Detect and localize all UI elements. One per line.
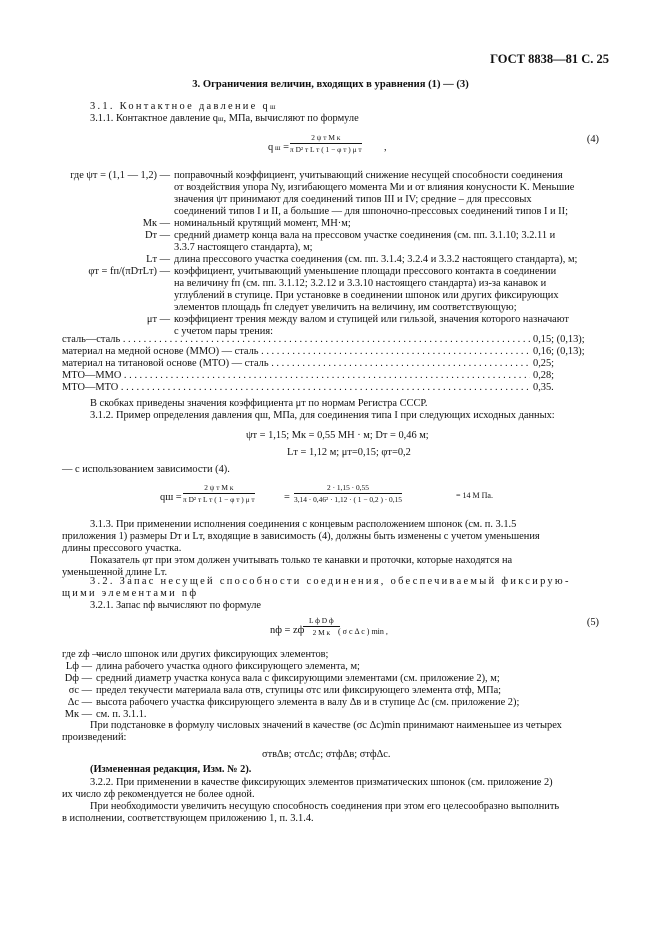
- example-result: = 14 М Па.: [456, 491, 493, 500]
- definition-text: номинальный крутящий момент, МН·м;: [174, 218, 351, 229]
- definition-label: φт = fп/(πDтLт) —: [88, 266, 170, 277]
- given-data-line-2: Lт = 1,12 м; μт=0,15; φт=0,2: [287, 447, 411, 458]
- definition-label: Δс —: [67, 697, 92, 708]
- para-line: произведений:: [62, 732, 127, 743]
- definition-label: где zф —: [62, 649, 103, 660]
- definition-text: поправочный коэффициент, учитывающий снижение несущей способности соединения: [174, 170, 563, 181]
- para-line: их число zф рекомендуется не более одной.: [62, 789, 255, 800]
- subsection-heading-3-1: 3.1. Контактное давление qш: [90, 101, 276, 112]
- products-list: σтвΔв; σтсΔс; σтфΔв; σтфΔс.: [262, 749, 391, 760]
- definition-label: Dф —: [64, 673, 92, 684]
- para-3-1-2: 3.1.2. Пример определения давления qш, МПа, для соединения типа I при следующих исходных данных:: [90, 410, 555, 421]
- definition-label: Lт —: [146, 254, 170, 265]
- heading-line: щими элементами nф: [62, 588, 199, 599]
- para-line: в исполнении, соответствующем приложению 1, п. 3.1.4.: [62, 813, 314, 824]
- definition-text: см. п. 3.1.1.: [96, 709, 147, 720]
- para-line: уменьшенной длине Lт.: [62, 567, 168, 578]
- eq5-tail: ( σ с Δ с ) min ,: [338, 627, 388, 636]
- friction-pair-name: МТО—ММО . . .: [62, 370, 530, 382]
- example-equals: =: [284, 492, 290, 503]
- definition-text: 3.3.7 настоящего стандарта), м;: [174, 242, 313, 253]
- friction-value: 0,28;: [533, 370, 555, 381]
- given-data-line-1: ψт = 1,15; Mк = 0,55 МН · м; Dт = 0,46 м;: [246, 430, 429, 441]
- friction-pair-name: сталь—сталь . . .: [62, 334, 530, 346]
- eq5-number: (5): [586, 617, 599, 628]
- para-line: При подстановке в формулу числовых значений в качестве (σс Δс)min принимают наименьшее из четырех: [90, 720, 562, 731]
- para-line: 3.1.3. При применении исполнения соединения с концевым расположением шпонок (см. п. 3.1.5: [90, 519, 517, 530]
- definition-label: Mк —: [142, 218, 170, 229]
- definition-label: σс —: [68, 685, 92, 696]
- para-line: При необходимости увеличить несущую способность соединения при этом его целесообразно выполнить: [90, 801, 560, 812]
- friction-value: 0,16; (0,13);: [533, 346, 585, 357]
- friction-value: 0,25;: [533, 358, 555, 369]
- para-line: Показатель φт при этом должен учитывать только те канавки и проточки, которые находятся на: [90, 555, 513, 566]
- example-lhs: qш =: [160, 492, 182, 503]
- definition-text: предел текучести материала вала σтв, ступицы σтс или фиксирующего элемента σтф, МПа;: [96, 685, 502, 696]
- heading-line: 3.2. Запас несущей способности соединения, обеспечиваемый фиксирую-: [90, 576, 571, 587]
- eq5-fraction: L ф D ф 2 M к: [303, 616, 340, 637]
- friction-value: 0,35.: [533, 382, 554, 393]
- definition-text: коэффициент трения между валом и ступицей или гильзой, значения которого назначают: [174, 314, 569, 325]
- eq4-number: (4): [586, 134, 599, 145]
- definition-text: средний диаметр конца вала на прессовом участке соединения (см. пп. 3.1.10; 3.2.11 и: [174, 230, 556, 241]
- friction-value: 0,15; (0,13);: [533, 334, 585, 345]
- document-page: ГОСТ 8838—81 С. 25 3. Ограничения величин, входящих в уравнения (1) — (3) 3.1. Контактное давление qш 3.1.1. Контактное давление qш, МПа, вычисляют по формуле q ш = 2 ψ т M к π D² т L т ( 1 − φ т ) μ т , (4) где ψт = (1,1 — 1,2) — поправочный коэффициент, учитывающий снижение несущей способности соединения от воздействия упора Nу, изгибающего момента Mи и от влияния конусности K. Меньшие значения ψт принимают для соединений типов III и IV; средние – для прессовых соединений типов I и II, а большие — для шпоночно-прессовых соединений типов I и II; Mк — номинальный крутящий момент, МН·м; Dт — средний диаметр конца вала на прессовом участке соединения (см. пп. 3.1.10; 3.2.11 и 3.3.7 настоящего стандарта), м; Lт — длина прессового участка соединения (см. пп. 3.1.4; 3.2.4 и 3.3.2 настоящего стандарта), м; φт = fп/(πDтLт) — коэффициент, учитывающий уменьшение площади прессового контакта в соединении на величину fп (см. пп. 3.1.12; 3.2.12 и 3.3.10 настоящего стандарта) из-за канавок и углублений в ступице. При установке в соединении шпонок или других фиксирующих элементов площадь fп следует увеличить на величину, им соответствующую; μт — коэффициент трения между валом и ступицей или гильзой, значения которого назначают с учетом пары трения: сталь—сталь . . . 0,15; (0,13); материал на медной основе (ММО) — сталь . . . 0,16; (0,13); материал на титановой основе (МТО) — сталь . . . 0,25; МТО—ММО . . . 0,28; МТО—МТО . . . 0,35. В скобках приведены значения коэффициента μт по нормам Регистра СССР. 3.1.2. Пример определения давления qш, МПа, для соединения типа I при следующих исходных данных: ψт = 1,15; Mк = 0,55 МН · м; Dт = 0,46 м; Lт = 1,12 м; μт=0,15; φт=0,2 — с использованием зависимости (4). qш = 2 ψ т M к π D² т L т ( 1 − φ т ) μ т = $\frac{2 \cdot 1,15 \cdot 0,55}{\text{3,14 · 0,46² · 1,12 · ( 1 − 0,2 ) · 0,15}}$ = 14 М Па. 3.1.3. При применении исполнения соединения с концевым расположением шпонок (см. п. 3.1.5 приложения 1) размеры Dт и Lт, входящие в зависимость (4), должны быть изменены с учетом уменьшения длины прессового участка. Показатель φт при этом должен учитывать только те канавки и проточки, которые находятся на уменьшенной длине Lт. 3.2. Запас несущей способности соединения, обеспечиваемый фиксирую- щими элементами nф 3.2.1. Запас nф вычисляют по формуле nф = zф L ф D ф 2 M к ( σ с Δ с ) min , (5) где zф — число шпонок или других фиксирующих элементов; Lф — длина рабочего участка одного фиксирующего элемента, м; Dф — средний диаметр участка конуса вала с фиксирующими элементами (см. приложение 2), м; σс — предел текучести материала вала σтв, ступицы σтс или фиксирующего элемента σтф, МПа; Δс — высота рабочего участка фиксирующего элемента в валу Δв и в ступице Δс (см. приложение 2); Mк — см. п. 3.1.1. При подстановке в формулу числовых значений в качестве (σс Δс)min принимают наименьшее из четырех произведений: σтвΔв; σтсΔс; σтфΔв; σтфΔс. (Измененная редакция, Изм. № 2). 3.2.2. При применении в качестве фиксирующих элементов призматических шпонок (см. приложение 2) их число zф рекомендуется не более одной. При необходимости увеличить несущую способность соединения при этом его целесообразно выполнить в исполнении, соответствующем приложению 1, п. 3.1.4.: [0, 0, 661, 936]
- definition-text: средний диаметр участка конуса вала с фиксирующими элементами (см. приложение 2), м;: [96, 673, 500, 684]
- friction-pair-name: МТО—МТО . . .: [62, 382, 530, 394]
- page-header: ГОСТ 8838—81 С. 25: [490, 52, 609, 66]
- eq4-fraction: 2 ψ т M к π D² т L т ( 1 − φ т ) μ т: [290, 133, 362, 154]
- friction-pair-name: материал на медной основе (ММО) — сталь . . .: [62, 346, 530, 358]
- definition-text: элементов площадь fп следует увеличить на величину, им соответствующую;: [174, 302, 517, 313]
- definition-text: длина рабочего участка одного фиксирующего элемента, м;: [96, 661, 360, 672]
- definition-text: с учетом пары трения:: [174, 326, 274, 337]
- definition-text: углублений в ступице. При установке в соединении шпонок или других фиксирующих: [174, 290, 559, 301]
- example-fraction-1: 2 ψ т M к π D² т L т ( 1 − φ т ) μ т: [183, 483, 255, 504]
- section-title: 3. Ограничения величин, входящих в уравнения (1) — (3): [192, 79, 469, 90]
- amendment-note: (Измененная редакция, Изм. № 2).: [90, 764, 252, 775]
- definition-text: длина прессового участка соединения (см. пп. 3.1.4; 3.2.4 и 3.3.2 настоящего стандарта), м;: [174, 254, 578, 265]
- definition-text: высота рабочего участка фиксирующего элемента в валу Δв и в ступице Δс (см. приложение 2);: [96, 697, 520, 708]
- bracket-note: В скобках приведены значения коэффициента μт по нормам Регистра СССР.: [90, 398, 428, 409]
- para-line: приложения 1) размеры Dт и Lт, входящие в зависимость (4), должны быть изменены с учетом уменьшения: [62, 531, 540, 542]
- para-3-1-1: 3.1.1. Контактное давление qш, МПа, вычисляют по формуле: [90, 113, 359, 124]
- definition-text: значения ψт принимают для соединений типов III и IV; средние – для прессовых: [174, 194, 532, 205]
- definition-text: коэффициент, учитывающий уменьшение площади прессового контакта в соединении: [174, 266, 557, 277]
- definition-label: μт —: [146, 314, 170, 325]
- eq4-lhs: q ш =: [268, 142, 290, 153]
- definition-label: Mк —: [64, 709, 92, 720]
- para-line: 3.2.2. При применении в качестве фиксирующих элементов призматических шпонок (см. приложение 2): [90, 777, 553, 788]
- definition-text: на величину fп (см. пп. 3.1.12; 3.2.12 и 3.3.10 настоящего стандарта) из-за канавок и: [174, 278, 547, 289]
- eq5-lhs: nф = zф: [270, 625, 305, 636]
- definition-text: от воздействия упора Nу, изгибающего момента Mи и от влияния конусности K. Меньшие: [174, 182, 575, 193]
- definition-label: где ψт = (1,1 — 1,2) —: [70, 170, 170, 181]
- para-3-2-1: 3.2.1. Запас nф вычисляют по формуле: [90, 600, 262, 611]
- definition-label: Dт —: [144, 230, 170, 241]
- definition-text: соединений типов I и II, а большие — для шпоночно-прессовых соединений типов I и II;: [174, 206, 568, 217]
- example-fraction-2: $\frac{2 \cdot 1,15 \cdot 0,55}{\text{3,14 · 0,46² · 1,12 · ( 1 − 0,2 ) · 0,15}}$: [294, 483, 402, 504]
- friction-pair-name: материал на титановой основе (МТО) — сталь . . .: [62, 358, 530, 370]
- definition-text: число шпонок или других фиксирующих элементов;: [96, 649, 329, 660]
- para-line: длины прессового участка.: [62, 543, 182, 554]
- using-dependency: — с использованием зависимости (4).: [62, 464, 230, 475]
- definition-label: Lф —: [65, 661, 92, 672]
